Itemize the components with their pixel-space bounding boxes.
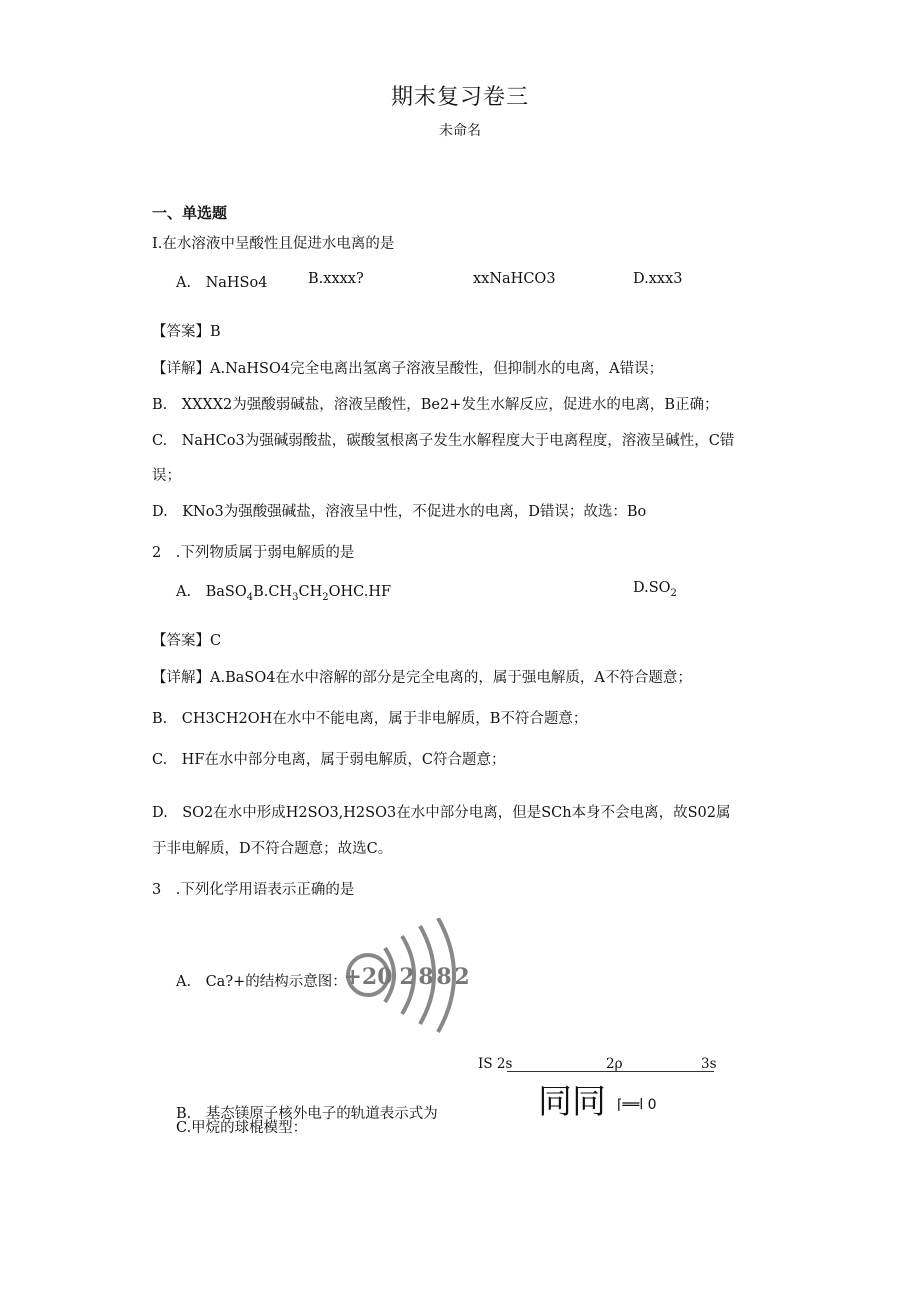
orbital-label-2p: 2ρ bbox=[606, 1056, 623, 1072]
q3-option-c: C.甲烷的球棍模型： bbox=[176, 1120, 308, 1136]
q1-detail-line: 误； bbox=[152, 468, 181, 484]
document-title: 期末复习卷三 bbox=[390, 85, 529, 110]
shell-electron-count: 8 bbox=[436, 964, 452, 990]
q2-subscript: 4 bbox=[246, 591, 254, 603]
q2-detail-line: 【详解】A.BaSO4在水中溶解的部分是完全电离的，属于强电解质，A不符合题意； bbox=[152, 670, 692, 686]
shell-electron-count: 2 bbox=[399, 964, 415, 990]
q2-answer: 【答案】C bbox=[152, 633, 222, 649]
orbital-label-1s2s: IS 2s bbox=[478, 1056, 513, 1072]
document-author: 未命名 bbox=[439, 123, 481, 139]
section-heading: 一、单选题 bbox=[152, 204, 228, 222]
q2-text: D.SO bbox=[633, 580, 671, 596]
orbital-tail: ⌈══l 0 bbox=[617, 1097, 657, 1113]
q3-stem: 3 .下列化学用语表示正确的是 bbox=[152, 882, 355, 898]
q2-text: OHC.HF bbox=[328, 584, 392, 600]
q1-detail-line: B. XXXX2为强酸弱碱盐，溶液呈酸性，Be2+发生水解反应，促进水的电离，B正确； bbox=[152, 397, 719, 413]
q1-stem: I.在水溶液中呈酸性且促进水电离的是 bbox=[152, 236, 395, 252]
q2-detail-line: C. HF在水中部分电离，属于弱电解质，C符合题意； bbox=[152, 752, 506, 768]
q2-text: CH bbox=[298, 584, 323, 600]
q1-option-d: D.xxx3 bbox=[633, 271, 683, 287]
q1-detail-line: C. NaHCo3为强碱弱酸盐，碳酸氢根离子发生水解程度大于电离程度，溶液呈碱性，C错 bbox=[152, 433, 735, 449]
q2-detail-line: B. CH3CH2OH在水中不能电离，属于非电解质，B不符合题意； bbox=[152, 711, 588, 727]
shell-electron-count: 8 bbox=[418, 964, 434, 990]
q2-subscript: 3 bbox=[292, 591, 299, 603]
q2-options-abc bbox=[176, 580, 391, 603]
q2-detail-line: D. SO2在水中形成H2SO3,H2SO3在水中部分电离，但是SCh本身不会电离，故S02属 bbox=[152, 805, 731, 821]
orbital-label-underline bbox=[507, 1071, 714, 1072]
calcium-structure-diagram bbox=[340, 918, 482, 1038]
q1-option-c: xxNaHCO3 bbox=[473, 271, 556, 287]
q1-option-a: A. NaHSo4 bbox=[176, 275, 268, 291]
orbital-label-3s: 3s bbox=[701, 1056, 717, 1072]
q2-subscript: 2 bbox=[670, 587, 677, 599]
q1-answer: 【答案】B bbox=[152, 324, 221, 340]
q2-detail-line: 于非电解质，D不符合题意；故选C。 bbox=[152, 841, 393, 857]
q2-option-d bbox=[633, 580, 677, 599]
shell-electron-count: 2 bbox=[454, 964, 470, 990]
q3-option-a: A. Ca?+的结构示意图： bbox=[176, 974, 347, 990]
nucleus-charge: +20 bbox=[343, 964, 393, 990]
q2-subscript: 2 bbox=[322, 591, 329, 603]
orbital-boxes: 同同 bbox=[538, 1082, 606, 1122]
q1-detail-line: D. KNo3为强酸强碱盐，溶液呈中性，不促进水的电离，D错误；故选：Bo bbox=[152, 504, 647, 520]
q1-option-b: B.xxxx? bbox=[308, 271, 364, 287]
q2-text: B.CH bbox=[253, 584, 293, 600]
q2-text: A. BaSO bbox=[176, 584, 247, 600]
q1-detail-line: 【详解】A.NaHSO4完全电离出氢离子溶液呈酸性，但抑制水的电离，A错误； bbox=[152, 361, 664, 377]
q3-option-b: B. 基态镁原子核外电子的轨道表示式为 bbox=[176, 1106, 438, 1122]
q2-stem: 2 .下列物质属于弱电解质的是 bbox=[152, 545, 355, 561]
